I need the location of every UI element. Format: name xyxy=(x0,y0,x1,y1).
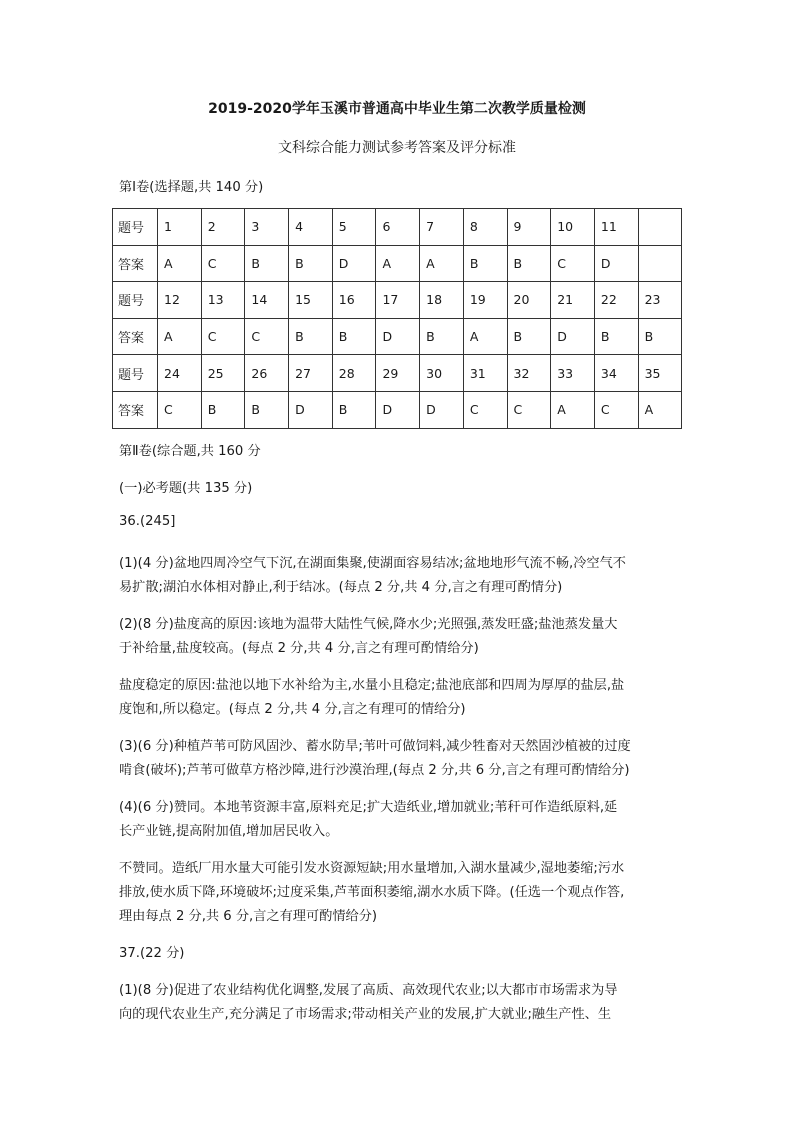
answer-table-cell xyxy=(638,245,682,282)
answer-line: 不赞同。造纸厂用水量大可能引发水资源短缺;用水量增加,入湖水量减少,湿地萎缩;污水 xyxy=(119,861,625,876)
answer-table-cell: B xyxy=(289,245,333,282)
answer-line: 盐度稳定的原因:盐池以地下水补给为主,水量小且稳定;盐池底部和四周为厚厚的盐层,盐 xyxy=(119,678,625,693)
answer-table-cell: B xyxy=(638,318,682,355)
answer-table-cell: 21 xyxy=(551,282,595,319)
row-label-cell: 题号 xyxy=(113,209,158,246)
answer-table-cell: B xyxy=(201,391,245,428)
answer-table-cell xyxy=(638,209,682,246)
answer-table-cell: D xyxy=(376,318,420,355)
answer-table-cell: 4 xyxy=(289,209,333,246)
answer-table-cell: 3 xyxy=(245,209,289,246)
answer-table-cell: C xyxy=(594,391,638,428)
answer-table-cell: 30 xyxy=(420,355,464,392)
row-label-cell: 题号 xyxy=(113,355,158,392)
document-subtitle: 文科综合能力测试参考答案及评分标准 xyxy=(278,140,516,156)
answer-table-cell: D xyxy=(332,245,376,282)
answer-table-cell: 35 xyxy=(638,355,682,392)
answer-table-cell: 34 xyxy=(594,355,638,392)
answer-table-cell: 23 xyxy=(638,282,682,319)
answer-table-cell: A xyxy=(376,245,420,282)
answer-table-cell: C xyxy=(158,391,202,428)
question-37-heading: 37.(22 分) xyxy=(119,946,185,961)
answer-line: (1)(4 分)盆地四周冷空气下沉,在湖面集聚,使湖面容易结冰;盆地地形气流不畅,冷空气不 xyxy=(119,556,626,571)
answer-table-cell: A xyxy=(420,245,464,282)
answer-table-cell: B xyxy=(332,391,376,428)
answer-line: 向的现代农业生产,充分满足了市场需求;带动相关产业的发展,扩大就业;融生产性、生 xyxy=(119,1007,612,1022)
answer-table-cell: 20 xyxy=(507,282,551,319)
answer-line: 啃食(破坏);芦苇可做草方格沙障,进行沙漠治理,(每点 2 分,共 6 分,言之有理可酌情给分) xyxy=(119,763,630,778)
answer-table-cell: 33 xyxy=(551,355,595,392)
answer-table-cell: 27 xyxy=(289,355,333,392)
answer-table-cell: 31 xyxy=(463,355,507,392)
answer-line: (1)(8 分)促进了农业结构优化调整,发展了高质、高效现代农业;以大都市市场需求为导 xyxy=(119,983,618,998)
answer-table-cell: A xyxy=(638,391,682,428)
answer-table-cell: D xyxy=(420,391,464,428)
answer-table-cell: B xyxy=(594,318,638,355)
answer-line: (2)(8 分)盐度高的原因:该地为温带大陆性气候,降水少;光照强,蒸发旺盛;盐池蒸发量大 xyxy=(119,617,618,632)
answer-table-cell: 19 xyxy=(463,282,507,319)
answer-table-cell: 28 xyxy=(332,355,376,392)
answer-table-cell: D xyxy=(289,391,333,428)
answer-table-cell: 12 xyxy=(158,282,202,319)
answer-table-cell: 14 xyxy=(245,282,289,319)
answer-table-cell: C xyxy=(201,245,245,282)
answer-table-cell: 22 xyxy=(594,282,638,319)
answer-table-cell: C xyxy=(507,391,551,428)
answer-table-cell: 18 xyxy=(420,282,464,319)
answer-table-cell: 6 xyxy=(376,209,420,246)
document-title: 2019-2020学年玉溪市普通高中毕业生第二次教学质量检测 xyxy=(208,101,586,117)
row-label-cell: 答案 xyxy=(113,391,158,428)
answer-table-cell: C xyxy=(245,318,289,355)
answer-table-cell: 13 xyxy=(201,282,245,319)
answer-line: (4)(6 分)赞同。本地苇资源丰富,原料充足;扩大造纸业,增加就业;苇秆可作造纸原料,延 xyxy=(119,800,618,815)
row-label-cell: 题号 xyxy=(113,282,158,319)
answer-table-cell: 32 xyxy=(507,355,551,392)
answer-line: 理由每点 2 分,共 6 分,言之有理可酌情给分) xyxy=(119,909,378,924)
answer-line: 度饱和,所以稳定。(每点 2 分,共 4 分,言之有理可的情给分) xyxy=(119,702,466,717)
row-label-cell: 答案 xyxy=(113,245,158,282)
answer-table-cell: 17 xyxy=(376,282,420,319)
required-questions-heading: (一)必考题(共 135 分) xyxy=(119,481,253,496)
answer-table-cell: 8 xyxy=(463,209,507,246)
answer-table-cell: B xyxy=(245,245,289,282)
row-label-cell: 答案 xyxy=(113,318,158,355)
answer-table-cell: 26 xyxy=(245,355,289,392)
answer-table-cell: C xyxy=(201,318,245,355)
answer-table-cell: D xyxy=(594,245,638,282)
answer-table-row xyxy=(113,209,682,246)
answer-table-cell: B xyxy=(507,245,551,282)
answer-table-cell: 7 xyxy=(420,209,464,246)
answer-table-cell: 2 xyxy=(201,209,245,246)
answer-table-cell: B xyxy=(245,391,289,428)
answer-table-cell: 10 xyxy=(551,209,595,246)
answer-line: 于补给量,盐度较高。(每点 2 分,共 4 分,言之有理可酌情给分) xyxy=(119,641,479,656)
answer-table-cell: B xyxy=(420,318,464,355)
answer-line: 排放,使水质下降,环境破坏;过度采集,芦苇面积萎缩,湖水水质下降。(任选一个观点作答, xyxy=(119,885,625,900)
answer-table-cell: C xyxy=(463,391,507,428)
answer-line: 长产业链,提高附加值,增加居民收入。 xyxy=(119,824,339,839)
answer-table-cell: A xyxy=(158,318,202,355)
answer-table-row xyxy=(113,355,682,392)
answer-table-cell: D xyxy=(376,391,420,428)
answer-table-cell: A xyxy=(158,245,202,282)
question-36-heading: 36.(245] xyxy=(119,514,176,529)
answer-table-cell: A xyxy=(551,391,595,428)
answer-table-cell: 24 xyxy=(158,355,202,392)
answer-line: (3)(6 分)种植芦苇可防风固沙、蓄水防旱;苇叶可做饲料,减少牲畜对天然固沙植被的过度 xyxy=(119,739,631,754)
answer-table-cell: 5 xyxy=(332,209,376,246)
section2-heading: 第Ⅱ卷(综合题,共 160 分 xyxy=(119,444,261,459)
answer-table-cell: D xyxy=(551,318,595,355)
answer-table-cell: A xyxy=(463,318,507,355)
answer-line: 易扩散;湖泊水体相对静止,利于结冰。(每点 2 分,共 4 分,言之有理可酌情分) xyxy=(119,580,563,595)
answer-table-cell: B xyxy=(289,318,333,355)
answer-table-cell: 9 xyxy=(507,209,551,246)
answer-table-cell: C xyxy=(551,245,595,282)
answer-table-cell: 25 xyxy=(201,355,245,392)
answer-table-cell: B xyxy=(332,318,376,355)
section1-heading: 第Ⅰ卷(选择题,共 140 分) xyxy=(119,180,264,195)
answer-table-row xyxy=(113,391,682,428)
answer-table-row xyxy=(113,245,682,282)
answer-table-cell: B xyxy=(463,245,507,282)
answer-table xyxy=(112,208,682,429)
answer-table-row xyxy=(113,318,682,355)
answer-table-cell: 16 xyxy=(332,282,376,319)
answer-table-cell: 11 xyxy=(594,209,638,246)
answer-table-cell: B xyxy=(507,318,551,355)
answer-table-cell: 1 xyxy=(158,209,202,246)
answer-table-cell: 29 xyxy=(376,355,420,392)
answer-table-cell: 15 xyxy=(289,282,333,319)
answer-table-row xyxy=(113,282,682,319)
